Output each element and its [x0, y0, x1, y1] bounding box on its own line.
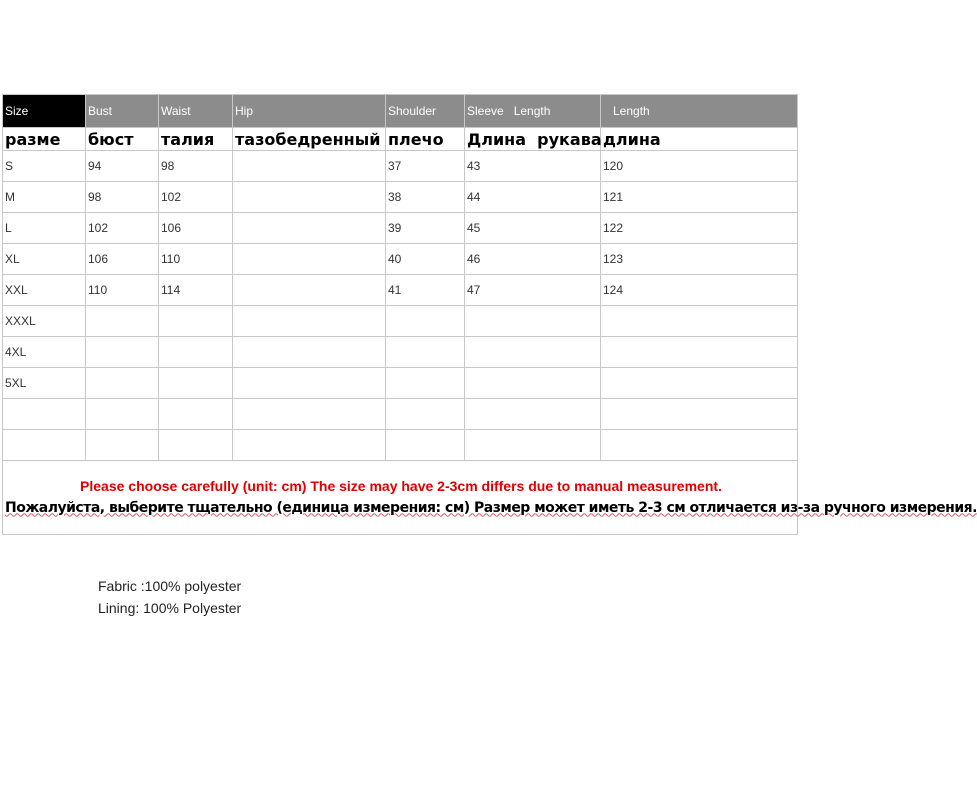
table-cell: 37: [386, 151, 465, 182]
size-chart-table: [2, 94, 977, 535]
table-cell: [465, 337, 601, 368]
table-row: [3, 213, 798, 244]
table-row: [3, 151, 798, 182]
header-ru-sleeve-length: Длина рукава: [465, 128, 601, 151]
table-cell: [465, 399, 601, 430]
table-cell: 38: [386, 182, 465, 213]
header-waist: Waist: [159, 95, 233, 128]
table-cell: [86, 399, 159, 430]
table-cell: [601, 306, 798, 337]
table-cell: [601, 337, 798, 368]
table-row: [3, 337, 798, 368]
table-cell: [159, 306, 233, 337]
table-cell: [159, 337, 233, 368]
table-cell: 110: [159, 244, 233, 275]
table-cell: [86, 306, 159, 337]
table-cell: [386, 399, 465, 430]
table-cell: [86, 337, 159, 368]
table-row: [3, 275, 798, 306]
table-cell: [233, 182, 386, 213]
table-cell: [465, 430, 601, 461]
table-cell: [386, 368, 465, 399]
table-row: [3, 399, 798, 430]
measurement-note: [3, 461, 977, 535]
header-shoulder: Shoulder: [386, 95, 465, 128]
table-cell: XXL: [3, 275, 86, 306]
table-cell: [233, 399, 386, 430]
table-cell: 102: [86, 213, 159, 244]
table-cell: [3, 399, 86, 430]
table-cell: 44: [465, 182, 601, 213]
table-cell: XXXL: [3, 306, 86, 337]
table-cell: 39: [386, 213, 465, 244]
table-cell: 102: [159, 182, 233, 213]
table-cell: [386, 306, 465, 337]
header-size: Size: [3, 95, 86, 128]
header-bust: Bust: [86, 95, 159, 128]
table-row: [3, 244, 798, 275]
table-row: [3, 430, 798, 461]
table-cell: 98: [86, 182, 159, 213]
table-cell: [465, 368, 601, 399]
header-length: Length: [601, 95, 798, 128]
table-cell: 106: [86, 244, 159, 275]
header-ru-size: разме: [3, 128, 86, 151]
table-cell: [86, 430, 159, 461]
table-cell: 98: [159, 151, 233, 182]
table-cell: [159, 430, 233, 461]
table-cell: 124: [601, 275, 798, 306]
table-cell: [601, 399, 798, 430]
table-cell: 46: [465, 244, 601, 275]
table-cell: [3, 430, 86, 461]
table-cell: [86, 368, 159, 399]
table-cell: [233, 244, 386, 275]
table-cell: [159, 399, 233, 430]
table-cell: M: [3, 182, 86, 213]
table-cell: 114: [159, 275, 233, 306]
note-russian: Пожалуйста, выберите тщательно (единица измерения: см) Размер может иметь 2-3 см отличается из-за ручного измерения.: [5, 499, 977, 516]
header-sleeve-length: Sleeve Length: [465, 95, 601, 128]
header-hip: Hip: [233, 95, 386, 128]
table-cell: [233, 213, 386, 244]
table-cell: 110: [86, 275, 159, 306]
table-header-row: [3, 95, 798, 128]
table-cell: XL: [3, 244, 86, 275]
table-cell: 4XL: [3, 337, 86, 368]
table-cell: [386, 430, 465, 461]
table-cell: [386, 337, 465, 368]
table-cell: L: [3, 213, 86, 244]
header-ru-hip: тазобедренный: [233, 128, 386, 151]
table-cell: [233, 337, 386, 368]
table-cell: [233, 151, 386, 182]
table-cell: [233, 306, 386, 337]
table-note-row: [3, 461, 798, 535]
fabric-line: Fabric :100% polyester: [98, 578, 242, 594]
table-cell: [233, 430, 386, 461]
lining-line: Lining: 100% Polyester: [98, 600, 242, 616]
table-cell: 120: [601, 151, 798, 182]
table-cell: 123: [601, 244, 798, 275]
table-cell: [601, 430, 798, 461]
table-row: [3, 368, 798, 399]
header-ru-shoulder: плечо: [386, 128, 465, 151]
table-cell: 122: [601, 213, 798, 244]
note-english: Please choose carefully (unit: cm) The size may have 2-3cm differs due to manual measurement.: [80, 477, 722, 494]
fabric-info: [98, 575, 241, 619]
header-ru-length: длина: [601, 128, 798, 151]
table-cell: 41: [386, 275, 465, 306]
table-cell: 40: [386, 244, 465, 275]
table-cell: [465, 306, 601, 337]
header-ru-bust: бюст: [86, 128, 159, 151]
table-cell: [601, 368, 798, 399]
table-cell: 47: [465, 275, 601, 306]
table-cell: 5XL: [3, 368, 86, 399]
table-row: [3, 182, 798, 213]
table-cell: [233, 368, 386, 399]
table-header-ru-row: [3, 128, 798, 151]
table-cell: [159, 368, 233, 399]
header-ru-waist: талия: [159, 128, 233, 151]
table-cell: 45: [465, 213, 601, 244]
table-cell: 121: [601, 182, 798, 213]
table-cell: 43: [465, 151, 601, 182]
table-cell: S: [3, 151, 86, 182]
table-row: [3, 306, 798, 337]
table-cell: [233, 275, 386, 306]
table-cell: 94: [86, 151, 159, 182]
table-cell: 106: [159, 213, 233, 244]
